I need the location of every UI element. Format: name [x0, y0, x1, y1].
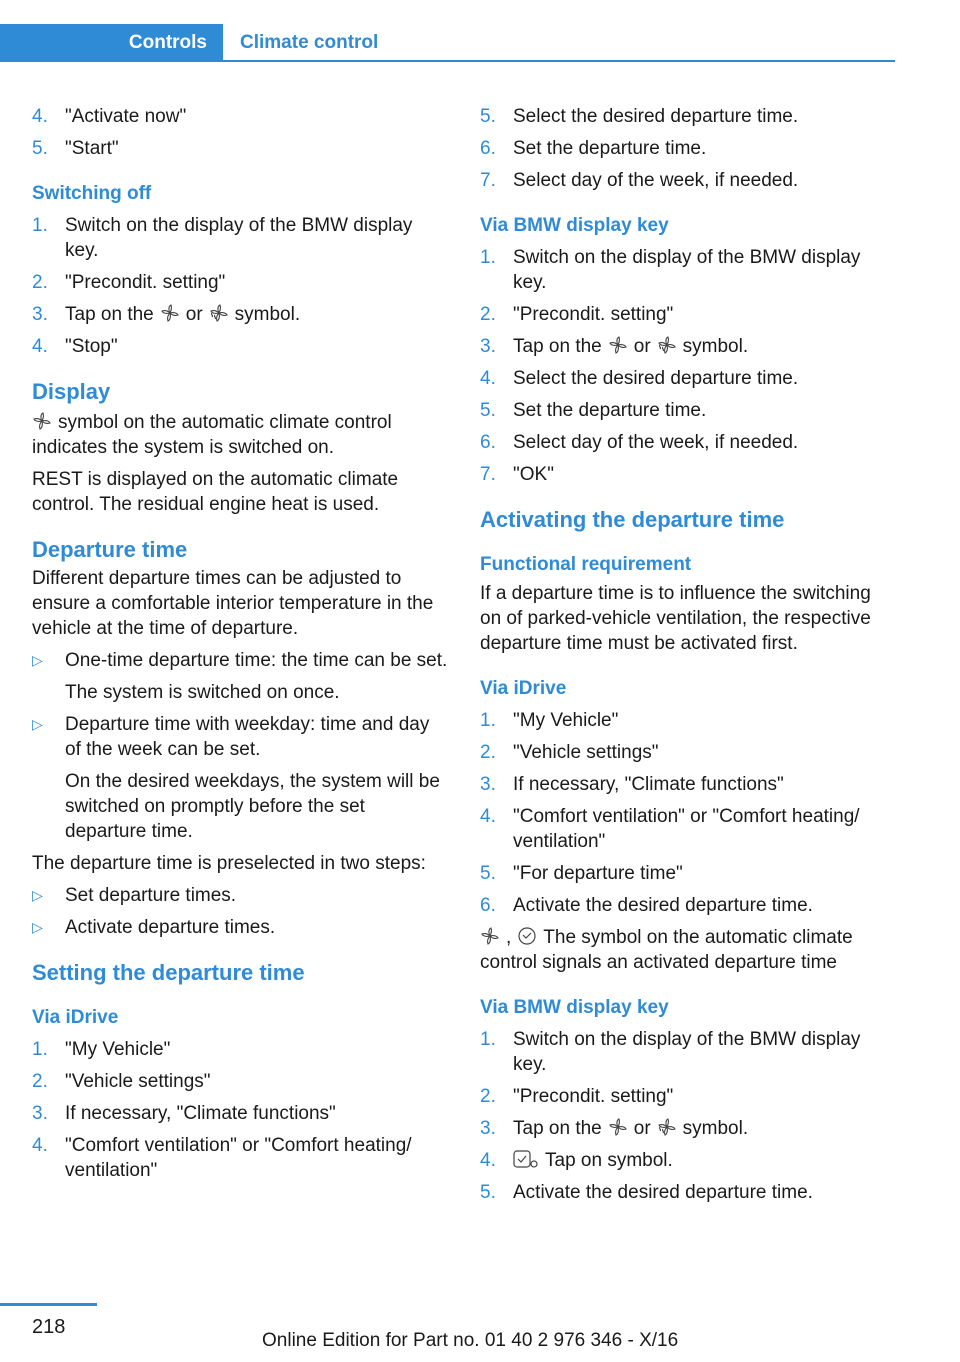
preselect-paragraph: The departure time is preselected in two steps: [32, 853, 426, 874]
right-column [480, 104, 895, 1212]
list-item: ▷ Departure time with weekday: time and day of the week can be set. On the desired weekdays, the system will be switched on promptly before the set departure time. [32, 714, 440, 842]
via-display-key-heading-2: Via BMW display key [480, 997, 669, 1018]
steps-setting-continued [480, 104, 895, 193]
list-item: 5. Activate the desired departure time. [480, 1182, 813, 1203]
edition-footer: Online Edition for Part no. 01 40 2 976 346 - X/16 [262, 1330, 679, 1351]
list-item: 4. "Comfort ventilation" or "Comfort heating/ ventilation" [32, 1135, 412, 1181]
ventilation-fan-icon [608, 335, 628, 355]
switching-off-heading: Switching off [32, 183, 152, 204]
display-heading: Display [32, 379, 111, 404]
left-column [32, 104, 450, 1190]
display-paragraph: symbol on the automatic climate control indicates the system is switched on. [32, 412, 392, 458]
ventilation-fan-icon [480, 926, 500, 946]
list-item: 6. Activate the desired departure time. [480, 895, 813, 916]
list-item: 3. Tap on the or symbol. [32, 304, 301, 325]
triangle-bullet-icon: ▷ [32, 652, 43, 668]
header-rule [0, 60, 895, 62]
heating-ventilation-icon [209, 303, 229, 323]
list-item: 1. "My Vehicle" [480, 710, 619, 731]
heating-ventilation-icon [657, 335, 677, 355]
list-item: 7. Select day of the week, if needed. [480, 170, 799, 191]
list-item: 2. "Precondit. setting" [480, 1086, 674, 1107]
list-item: 7. "OK" [480, 464, 554, 485]
list-item: 4. "Activate now" [32, 106, 187, 127]
ventilation-fan-icon [32, 411, 52, 431]
steps-activate [32, 104, 450, 161]
list-item: 1. Switch on the display of the BMW display key. [32, 215, 413, 261]
setting-departure-heading: Setting the departure time [32, 960, 305, 985]
departure-paragraph: Different departure times can be adjusted to ensure a comfortable interior temperature in the vehicle at the time of departure. [32, 568, 434, 639]
list-item: 5. Select the desired departure time. [480, 106, 799, 127]
page-header [0, 24, 895, 62]
list-item: 2. "Vehicle settings" [32, 1071, 211, 1092]
list-item: 1. Switch on the display of the BMW display key. [480, 247, 861, 293]
list-item: ▷ One-time departure time: the time can be set. The system is switched on once. [32, 650, 448, 703]
list-item: 3. Tap on the or symbol. [480, 1118, 749, 1139]
triangle-bullet-icon: ▷ [32, 919, 43, 935]
ventilation-fan-icon [608, 1117, 628, 1137]
functional-requirement-heading: Functional requirement [480, 554, 692, 575]
clock-icon [517, 926, 537, 946]
list-item: 3. Tap on the or symbol. [480, 336, 749, 357]
list-item: 2. "Precondit. setting" [32, 272, 226, 293]
list-item: 4. "Stop" [32, 336, 118, 357]
clock-checkbox-icon [513, 1149, 539, 1169]
section-tab-climate-control[interactable]: Climate control [240, 32, 379, 53]
rest-paragraph: REST is displayed on the automatic climate control. The residual engine heat is used. [32, 469, 399, 515]
via-display-key-heading: Via BMW display key [480, 215, 669, 236]
activating-departure-heading: Activating the departure time [480, 507, 785, 532]
ventilation-fan-icon [160, 303, 180, 323]
steps-activating-display-key [480, 1027, 895, 1205]
steps-switching-off [32, 213, 450, 359]
via-idrive-heading: Via iDrive [480, 678, 567, 699]
list-item: 4. Select the desired departure time. [480, 368, 799, 389]
triangle-bullet-icon: ▷ [32, 716, 43, 732]
list-item: 4. "Comfort ventilation" or "Comfort heating/ ventilation" [480, 806, 860, 852]
footer-rule [0, 1303, 97, 1306]
list-item: 6. Set the departure time. [480, 138, 707, 159]
heating-ventilation-icon [657, 1117, 677, 1137]
list-item: 5. Set the departure time. [480, 400, 707, 421]
list-item: 1. Switch on the display of the BMW display key. [480, 1029, 861, 1075]
section-tab-controls[interactable]: Controls [0, 24, 223, 62]
steps-setting-display-key [480, 245, 895, 487]
steps-setting-idrive [32, 1037, 450, 1183]
list-item: 3. If necessary, "Climate functions" [32, 1103, 336, 1124]
list-item: 5. "Start" [32, 138, 119, 159]
list-item: ▷ Activate departure times. [32, 917, 276, 938]
triangle-bullet-icon: ▷ [32, 887, 43, 903]
list-item: 3. If necessary, "Climate functions" [480, 774, 784, 795]
via-idrive-heading: Via iDrive [32, 1007, 119, 1028]
list-item: 1. "My Vehicle" [32, 1039, 171, 1060]
list-item: ▷ Set departure times. [32, 885, 237, 906]
list-item: 6. Select day of the week, if needed. [480, 432, 799, 453]
departure-time-heading: Departure time [32, 537, 188, 562]
activated-symbol-paragraph: , The symbol on the automatic climate control signals an activated departure time [480, 927, 853, 973]
preselect-steps-list [32, 883, 450, 940]
list-item: 4. Tap on symbol. [480, 1150, 673, 1171]
departure-types-list [32, 648, 450, 844]
list-item: 2. "Precondit. setting" [480, 304, 674, 325]
page-number: 218 [32, 1316, 66, 1338]
functional-requirement-paragraph: If a departure time is to influence the switching on of parked-vehicle ventilation, the respective departure time must be activated first. [480, 583, 871, 654]
list-item: 5. "For departure time" [480, 863, 683, 884]
steps-activating-idrive [480, 708, 895, 918]
list-item: 2. "Vehicle settings" [480, 742, 659, 763]
